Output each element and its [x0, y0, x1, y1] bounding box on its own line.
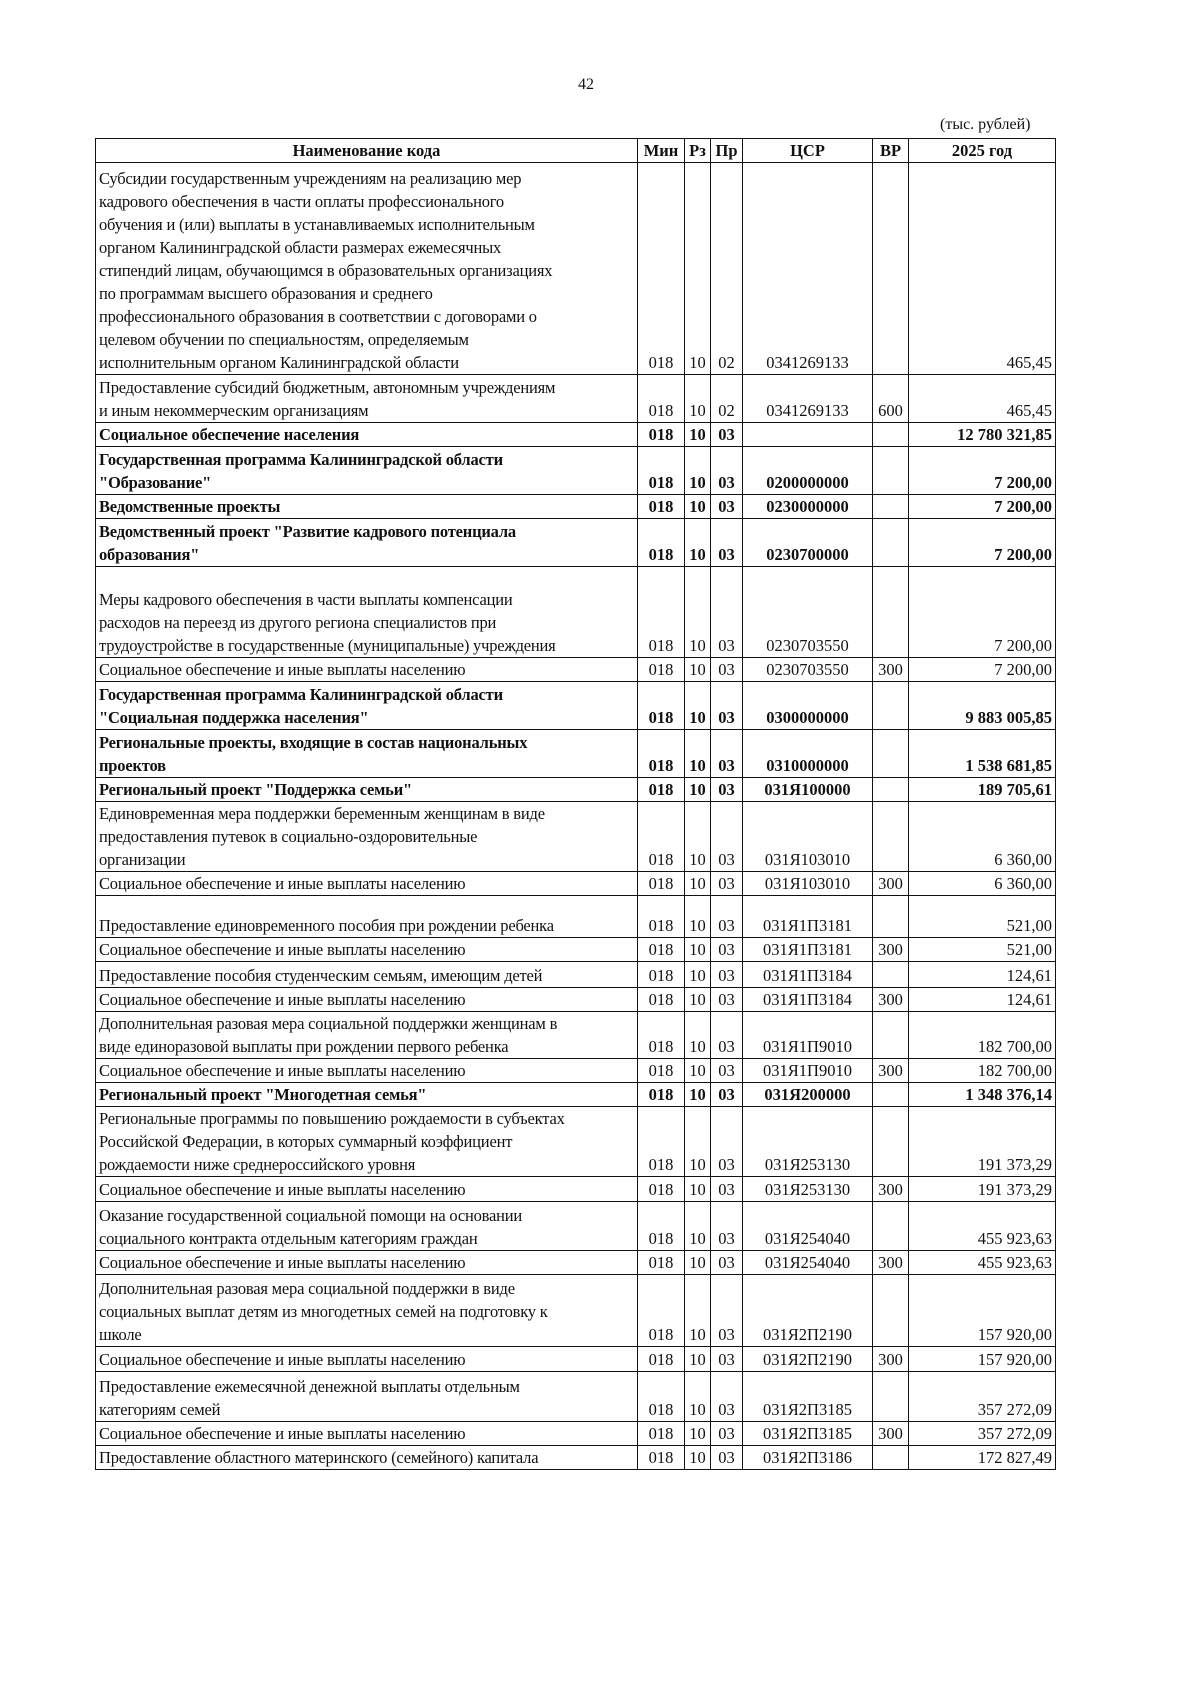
row-min: 018 [638, 375, 685, 423]
row-vr: 300 [873, 658, 909, 682]
table-row [96, 375, 1056, 423]
row-amount: 6 360,00 [909, 802, 1056, 872]
table-header-row [96, 139, 1056, 163]
row-vr [873, 1446, 909, 1470]
row-vr: 300 [873, 1059, 909, 1083]
row-amount: 182 700,00 [909, 1059, 1056, 1083]
row-csr: 031Я1П9010 [743, 1012, 873, 1059]
row-pr: 03 [711, 682, 743, 730]
row-min: 018 [638, 1446, 685, 1470]
table-row [96, 1202, 1056, 1251]
row-vr [873, 730, 909, 778]
row-vr [873, 519, 909, 567]
row-rz: 10 [685, 658, 711, 682]
table-row [96, 1177, 1056, 1202]
row-pr: 03 [711, 1347, 743, 1372]
row-name: Социальное обеспечение и иные выплаты населению [96, 1177, 638, 1202]
row-rz: 10 [685, 1275, 711, 1347]
row-vr: 300 [873, 988, 909, 1012]
row-name: Региональный проект "Поддержка семьи" [96, 778, 638, 802]
row-min: 018 [638, 1083, 685, 1107]
header-year: 2025 год [909, 139, 1056, 163]
row-rz: 10 [685, 495, 711, 519]
row-min: 018 [638, 423, 685, 447]
row-vr [873, 1012, 909, 1059]
table-row [96, 1012, 1056, 1059]
page-number: 42 [578, 76, 594, 93]
row-pr: 03 [711, 519, 743, 567]
row-csr: 0310000000 [743, 730, 873, 778]
row-amount: 1 538 681,85 [909, 730, 1056, 778]
row-vr [873, 495, 909, 519]
row-pr: 02 [711, 375, 743, 423]
row-vr [873, 778, 909, 802]
row-rz: 10 [685, 423, 711, 447]
row-vr [873, 1083, 909, 1107]
table-row [96, 1251, 1056, 1275]
row-pr: 03 [711, 988, 743, 1012]
row-rz: 10 [685, 375, 711, 423]
row-min: 018 [638, 1372, 685, 1422]
row-min: 018 [638, 802, 685, 872]
row-pr: 03 [711, 423, 743, 447]
row-csr: 031Я1П3181 [743, 896, 873, 938]
row-vr: 300 [873, 938, 909, 962]
table-row [96, 1347, 1056, 1372]
row-csr: 0341269133 [743, 163, 873, 375]
row-min: 018 [638, 938, 685, 962]
row-name: Региональные программы по повышению рождаемости в субъектах Российской Федерации, в которых суммарный коэффициент рождаемости ниже среднероссийского уровня [96, 1107, 638, 1177]
row-amount: 7 200,00 [909, 519, 1056, 567]
header-vr: ВР [873, 139, 909, 163]
row-min: 018 [638, 447, 685, 495]
row-name: Предоставление областного материнского (семейного) капитала [96, 1446, 638, 1470]
row-amount: 124,61 [909, 988, 1056, 1012]
row-csr: 031Я103010 [743, 872, 873, 896]
row-pr: 03 [711, 802, 743, 872]
row-name: Субсидии государственным учреждениям на реализацию мер кадрового обеспечения в части оплаты профессионального обучения и (или) выплаты в устанавливаемых исполнительным органом Калининградской области размерах ежемесячных стипендий лицам, обучающимся в образовательных организациях по программам высшего образования и среднего профессионального образования в соответствии с договорами о целевом обучении по специальностям, определяемым исполнительным органом Калининградской области [96, 163, 638, 375]
row-csr: 031Я100000 [743, 778, 873, 802]
row-name: Дополнительная разовая мера социальной поддержки в виде социальных выплат детям из многодетных семей на подготовку к школе [96, 1275, 638, 1347]
row-name: Предоставление пособия студенческим семьям, имеющим детей [96, 962, 638, 988]
row-csr: 031Я254040 [743, 1251, 873, 1275]
row-rz: 10 [685, 1446, 711, 1470]
row-amount: 157 920,00 [909, 1347, 1056, 1372]
table-row [96, 1083, 1056, 1107]
row-rz: 10 [685, 1347, 711, 1372]
row-csr: 0230703550 [743, 567, 873, 658]
row-name: Предоставление единовременного пособия при рождении ребенка [96, 896, 638, 938]
row-pr: 03 [711, 938, 743, 962]
row-rz: 10 [685, 730, 711, 778]
row-min: 018 [638, 1177, 685, 1202]
row-name: Дополнительная разовая мера социальной поддержки женщинам в виде единоразовой выплаты при рождении первого ребенка [96, 1012, 638, 1059]
row-name: Государственная программа Калининградской области "Социальная поддержка населения" [96, 682, 638, 730]
row-pr: 03 [711, 495, 743, 519]
table-row [96, 962, 1056, 988]
row-vr: 300 [873, 1347, 909, 1372]
row-min: 018 [638, 962, 685, 988]
row-min: 018 [638, 519, 685, 567]
row-name: Ведомственные проекты [96, 495, 638, 519]
row-amount: 7 200,00 [909, 658, 1056, 682]
header-csr: ЦСР [743, 139, 873, 163]
row-rz: 10 [685, 896, 711, 938]
row-vr [873, 447, 909, 495]
row-rz: 10 [685, 802, 711, 872]
row-pr: 03 [711, 1107, 743, 1177]
row-amount: 182 700,00 [909, 1012, 1056, 1059]
row-rz: 10 [685, 1083, 711, 1107]
row-amount: 9 883 005,85 [909, 682, 1056, 730]
table-row [96, 778, 1056, 802]
table-row [96, 802, 1056, 872]
row-amount: 455 923,63 [909, 1251, 1056, 1275]
row-min: 018 [638, 896, 685, 938]
row-pr: 03 [711, 962, 743, 988]
row-csr: 031Я1П9010 [743, 1059, 873, 1083]
row-rz: 10 [685, 1202, 711, 1251]
row-vr [873, 1107, 909, 1177]
row-csr: 0230000000 [743, 495, 873, 519]
row-name: Меры кадрового обеспечения в части выплаты компенсации расходов на переезд из другого региона специалистов при трудоустройстве в государственные (муниципальные) учреждения [96, 567, 638, 658]
row-pr: 03 [711, 1446, 743, 1470]
row-amount: 6 360,00 [909, 872, 1056, 896]
row-csr: 0341269133 [743, 375, 873, 423]
row-rz: 10 [685, 1372, 711, 1422]
row-pr: 02 [711, 163, 743, 375]
row-min: 018 [638, 730, 685, 778]
row-rz: 10 [685, 988, 711, 1012]
table-row [96, 938, 1056, 962]
row-csr: 031Я2П2190 [743, 1275, 873, 1347]
row-pr: 03 [711, 872, 743, 896]
header-rz: Рз [685, 139, 711, 163]
row-csr: 0230703550 [743, 658, 873, 682]
row-pr: 03 [711, 1372, 743, 1422]
row-pr: 03 [711, 1083, 743, 1107]
header-name: Наименование кода [96, 139, 638, 163]
row-min: 018 [638, 495, 685, 519]
row-name: Оказание государственной социальной помощи на основании социального контракта отдельным категориям граждан [96, 1202, 638, 1251]
row-vr: 300 [873, 1177, 909, 1202]
row-min: 018 [638, 1347, 685, 1372]
table-row [96, 495, 1056, 519]
table-row [96, 1446, 1056, 1470]
row-amount: 455 923,63 [909, 1202, 1056, 1251]
row-name: Социальное обеспечение и иные выплаты населению [96, 988, 638, 1012]
row-name: Социальное обеспечение и иные выплаты населению [96, 658, 638, 682]
table-row [96, 519, 1056, 567]
row-amount: 465,45 [909, 375, 1056, 423]
row-name: Предоставление субсидий бюджетным, автономным учреждениям и иным некоммерческим организациям [96, 375, 638, 423]
table-row [96, 1275, 1056, 1347]
row-amount: 157 920,00 [909, 1275, 1056, 1347]
row-pr: 03 [711, 730, 743, 778]
table-row [96, 1372, 1056, 1422]
table-row [96, 1059, 1056, 1083]
row-pr: 03 [711, 1012, 743, 1059]
row-rz: 10 [685, 1107, 711, 1177]
row-name: Социальное обеспечение и иные выплаты населению [96, 1422, 638, 1446]
table-row [96, 658, 1056, 682]
row-min: 018 [638, 567, 685, 658]
row-vr: 300 [873, 1251, 909, 1275]
row-rz: 10 [685, 872, 711, 896]
row-vr [873, 962, 909, 988]
header-min: Мин [638, 139, 685, 163]
row-rz: 10 [685, 1059, 711, 1083]
row-csr: 031Я2П3185 [743, 1372, 873, 1422]
row-amount: 1 348 376,14 [909, 1083, 1056, 1107]
row-csr: 031Я1П3184 [743, 962, 873, 988]
table-row [96, 163, 1056, 375]
row-name: Социальное обеспечение и иные выплаты населению [96, 938, 638, 962]
row-amount: 12 780 321,85 [909, 423, 1056, 447]
row-vr [873, 1275, 909, 1347]
row-vr [873, 1202, 909, 1251]
row-vr [873, 896, 909, 938]
row-amount: 191 373,29 [909, 1177, 1056, 1202]
row-pr: 03 [711, 658, 743, 682]
budget-table [95, 138, 1056, 1470]
row-min: 018 [638, 1422, 685, 1446]
row-amount: 521,00 [909, 938, 1056, 962]
row-pr: 03 [711, 1422, 743, 1446]
row-min: 018 [638, 872, 685, 896]
row-rz: 10 [685, 567, 711, 658]
row-min: 018 [638, 778, 685, 802]
table-row [96, 896, 1056, 938]
row-pr: 03 [711, 567, 743, 658]
row-csr: 031Я1П3184 [743, 988, 873, 1012]
row-csr: 0230700000 [743, 519, 873, 567]
row-rz: 10 [685, 778, 711, 802]
row-name: Социальное обеспечение населения [96, 423, 638, 447]
table-row [96, 567, 1056, 658]
row-csr: 0200000000 [743, 447, 873, 495]
row-csr: 0300000000 [743, 682, 873, 730]
table-row [96, 1422, 1056, 1446]
row-rz: 10 [685, 447, 711, 495]
row-vr [873, 423, 909, 447]
row-vr: 300 [873, 872, 909, 896]
row-amount: 465,45 [909, 163, 1056, 375]
row-rz: 10 [685, 962, 711, 988]
row-csr [743, 423, 873, 447]
table-row [96, 1107, 1056, 1177]
row-name: Предоставление ежемесячной денежной выплаты отдельным категориям семей [96, 1372, 638, 1422]
row-csr: 031Я254040 [743, 1202, 873, 1251]
row-amount: 7 200,00 [909, 495, 1056, 519]
row-min: 018 [638, 1202, 685, 1251]
row-amount: 7 200,00 [909, 567, 1056, 658]
row-vr [873, 802, 909, 872]
row-rz: 10 [685, 682, 711, 730]
row-rz: 10 [685, 1177, 711, 1202]
row-pr: 03 [711, 1202, 743, 1251]
row-name: Ведомственный проект "Развитие кадрового потенциала образования" [96, 519, 638, 567]
row-pr: 03 [711, 447, 743, 495]
row-amount: 172 827,49 [909, 1446, 1056, 1470]
row-vr [873, 567, 909, 658]
row-csr: 031Я2П2190 [743, 1347, 873, 1372]
row-pr: 03 [711, 1251, 743, 1275]
row-rz: 10 [685, 1251, 711, 1275]
row-min: 018 [638, 988, 685, 1012]
header-pr: Пр [711, 139, 743, 163]
row-vr: 300 [873, 1422, 909, 1446]
row-csr: 031Я200000 [743, 1083, 873, 1107]
row-name: Государственная программа Калининградской области "Образование" [96, 447, 638, 495]
row-vr [873, 163, 909, 375]
row-min: 018 [638, 1059, 685, 1083]
row-min: 018 [638, 1275, 685, 1347]
row-pr: 03 [711, 1275, 743, 1347]
row-amount: 357 272,09 [909, 1372, 1056, 1422]
row-pr: 03 [711, 1059, 743, 1083]
row-vr [873, 1372, 909, 1422]
table-row [96, 682, 1056, 730]
row-name: Социальное обеспечение и иные выплаты населению [96, 1251, 638, 1275]
row-amount: 521,00 [909, 896, 1056, 938]
table-row [96, 730, 1056, 778]
row-amount: 191 373,29 [909, 1107, 1056, 1177]
row-rz: 10 [685, 938, 711, 962]
table-row [96, 447, 1056, 495]
row-min: 018 [638, 682, 685, 730]
row-csr: 031Я253130 [743, 1107, 873, 1177]
row-amount: 357 272,09 [909, 1422, 1056, 1446]
row-min: 018 [638, 163, 685, 375]
row-name: Региональный проект "Многодетная семья" [96, 1083, 638, 1107]
row-vr [873, 682, 909, 730]
row-name: Социальное обеспечение и иные выплаты населению [96, 1347, 638, 1372]
table-row [96, 872, 1056, 896]
row-rz: 10 [685, 1422, 711, 1446]
row-pr: 03 [711, 896, 743, 938]
row-csr: 031Я1П3181 [743, 938, 873, 962]
row-name: Единовременная мера поддержки беременным женщинам в виде предоставления путевок в социально-оздоровительные организации [96, 802, 638, 872]
row-rz: 10 [685, 163, 711, 375]
row-pr: 03 [711, 1177, 743, 1202]
row-rz: 10 [685, 519, 711, 567]
row-amount: 124,61 [909, 962, 1056, 988]
row-pr: 03 [711, 778, 743, 802]
table-row [96, 423, 1056, 447]
row-min: 018 [638, 1107, 685, 1177]
row-name: Социальное обеспечение и иные выплаты населению [96, 872, 638, 896]
row-csr: 031Я253130 [743, 1177, 873, 1202]
row-csr: 031Я2П3186 [743, 1446, 873, 1470]
row-rz: 10 [685, 1012, 711, 1059]
row-csr: 031Я2П3185 [743, 1422, 873, 1446]
row-min: 018 [638, 1251, 685, 1275]
row-amount: 7 200,00 [909, 447, 1056, 495]
row-csr: 031Я103010 [743, 802, 873, 872]
row-min: 018 [638, 658, 685, 682]
table-row [96, 988, 1056, 1012]
units-label: (тыс. рублей) [940, 116, 1031, 133]
row-vr: 600 [873, 375, 909, 423]
row-min: 018 [638, 1012, 685, 1059]
row-name: Региональные проекты, входящие в состав национальных проектов [96, 730, 638, 778]
row-name: Социальное обеспечение и иные выплаты населению [96, 1059, 638, 1083]
row-amount: 189 705,61 [909, 778, 1056, 802]
